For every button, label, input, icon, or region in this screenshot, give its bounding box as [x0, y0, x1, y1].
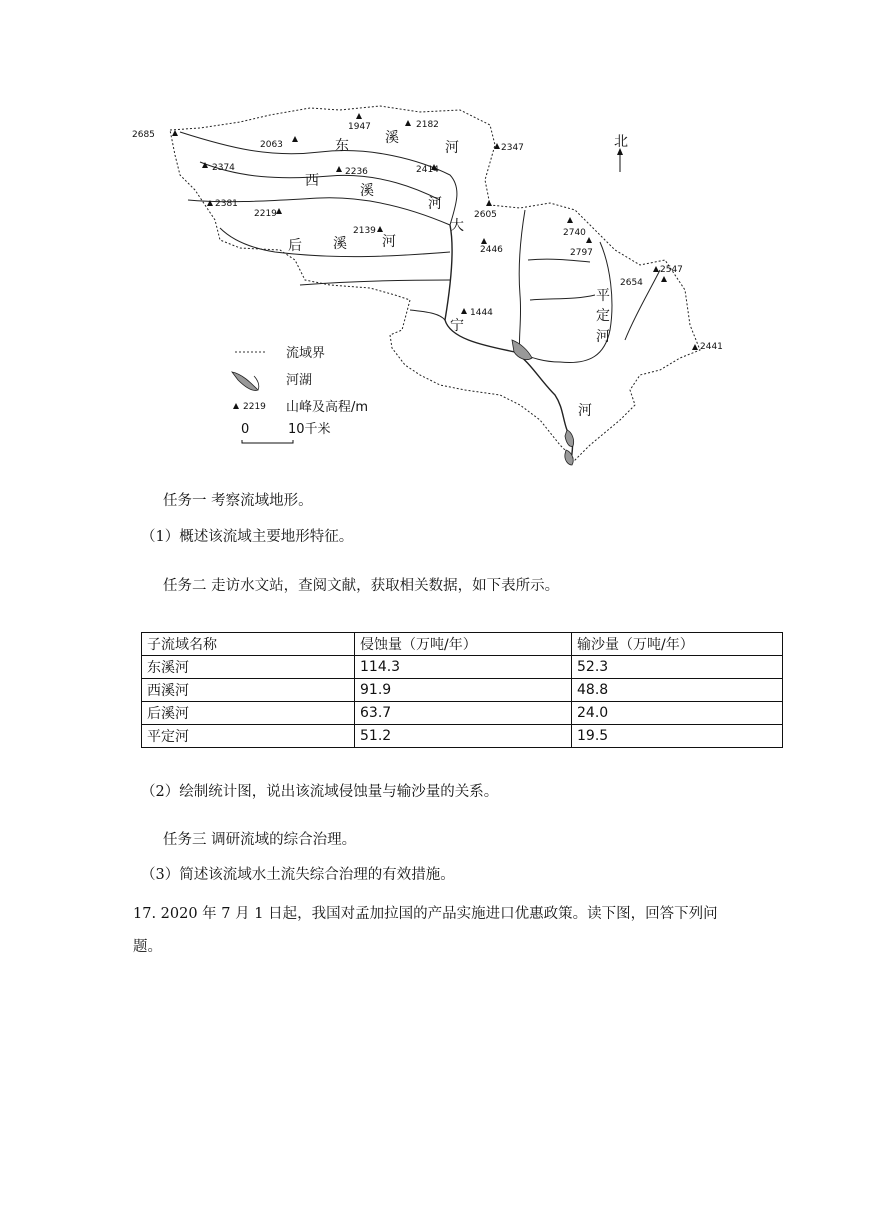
elev-label: 2063	[260, 140, 283, 150]
elev-label: 2740	[563, 228, 586, 238]
river-char: 河	[382, 234, 396, 250]
table-row	[142, 702, 783, 725]
watershed-map-svg	[120, 100, 723, 470]
elev-label: 1947	[348, 122, 371, 132]
elev-label: 2441	[700, 342, 723, 352]
elev-label: 2414	[416, 165, 439, 175]
table-cell: 平定河	[142, 725, 355, 748]
river-char: 溪	[333, 236, 347, 252]
river-char: 平	[596, 288, 610, 304]
river-char: 大	[450, 218, 464, 234]
river-char: 后	[288, 238, 302, 254]
table-cell: 51.2	[355, 725, 572, 748]
scale-bar	[242, 440, 293, 443]
elev-label: 2605	[474, 210, 497, 220]
table-cell: 91.9	[355, 679, 572, 702]
elev-label: 2381	[215, 199, 238, 209]
question-17: 17. 2020 年 7 月 1 日起，我国对孟加拉国的产品实施进口优惠政策。读下图，回答下列问	[133, 906, 718, 922]
table-cell: 24.0	[572, 702, 783, 725]
dongxi-tributary	[200, 162, 440, 200]
question-3: （3）简述该流域水土流失综合治理的有效措施。	[141, 867, 455, 883]
question-2: （2）绘制统计图，说出该流域侵蚀量与输沙量的关系。	[141, 784, 499, 800]
table-row	[142, 679, 783, 702]
legend-peak-icon	[233, 403, 239, 409]
pingding-trib-3	[530, 295, 595, 300]
river-char: 河	[445, 140, 459, 156]
tributary-a	[300, 280, 450, 285]
elev-label: 1444	[470, 308, 493, 318]
table-row	[142, 656, 783, 679]
north-arrow-icon	[617, 148, 623, 172]
elev-label: 2219	[254, 209, 277, 219]
river-char: 溪	[385, 130, 399, 146]
north-label: 北	[614, 134, 628, 150]
table-cell: 114.3	[355, 656, 572, 679]
erosion-data-table	[141, 632, 783, 748]
elev-label: 2685	[132, 130, 155, 140]
task-one-heading: 任务一 考察流域地形。	[163, 493, 313, 509]
river-char: 河	[428, 196, 442, 212]
river-char: 定	[596, 308, 610, 324]
map-legend	[232, 345, 368, 443]
river-char: 河	[596, 329, 610, 345]
elev-label: 2139	[353, 226, 376, 236]
legend-peak-label: 山峰及高程/m	[286, 400, 369, 415]
table-header: 侵蚀量（万吨/年）	[355, 633, 572, 656]
table-cell: 52.3	[572, 656, 783, 679]
table-row	[142, 725, 783, 748]
pingding-trib-1	[519, 210, 525, 352]
table-cell: 后溪河	[142, 702, 355, 725]
elev-label: 2797	[570, 248, 593, 258]
legend-lake-label: 河湖	[286, 373, 313, 388]
elev-label: 2446	[480, 245, 503, 255]
river-char: 宁	[450, 318, 464, 334]
tributary-b	[410, 310, 445, 320]
table-cell: 63.7	[355, 702, 572, 725]
lake-1	[512, 340, 532, 360]
scale-zero: 0	[241, 422, 250, 437]
table-header: 子流域名称	[142, 633, 355, 656]
daning-river	[445, 225, 573, 462]
legend-peak-sample: 2219	[243, 402, 266, 412]
table-cell: 48.8	[572, 679, 783, 702]
table-cell: 东溪河	[142, 656, 355, 679]
question-17-continued: 题。	[133, 939, 162, 955]
task-two-heading: 任务二 走访水文站，查阅文献，获取相关数据，如下表所示。	[163, 578, 560, 594]
river-char: 西	[305, 173, 319, 189]
elev-label: 2182	[416, 120, 439, 130]
elev-label: 2374	[212, 163, 235, 173]
pingding-trib-2	[528, 259, 590, 262]
question-1: （1）概述该流域主要地形特征。	[141, 529, 354, 545]
table-header-row	[142, 633, 783, 656]
watershed-map	[120, 100, 723, 470]
elev-label: 2236	[345, 167, 368, 177]
river-char: 溪	[360, 183, 374, 199]
task-three-heading: 任务三 调研流域的综合治理。	[163, 832, 357, 848]
table-header: 输沙量（万吨/年）	[572, 633, 783, 656]
elev-label: 2347	[501, 143, 524, 153]
legend-boundary-label: 流域界	[286, 346, 326, 361]
lake-2	[565, 430, 574, 446]
elev-label: 2547	[660, 265, 683, 275]
river-char: 河	[578, 403, 592, 419]
scale-label: 10千米	[288, 422, 331, 437]
table-cell: 19.5	[572, 725, 783, 748]
legend-lake-swatch	[232, 372, 258, 390]
table-cell: 西溪河	[142, 679, 355, 702]
elev-label: 2654	[620, 278, 643, 288]
river-char: 东	[335, 138, 349, 154]
